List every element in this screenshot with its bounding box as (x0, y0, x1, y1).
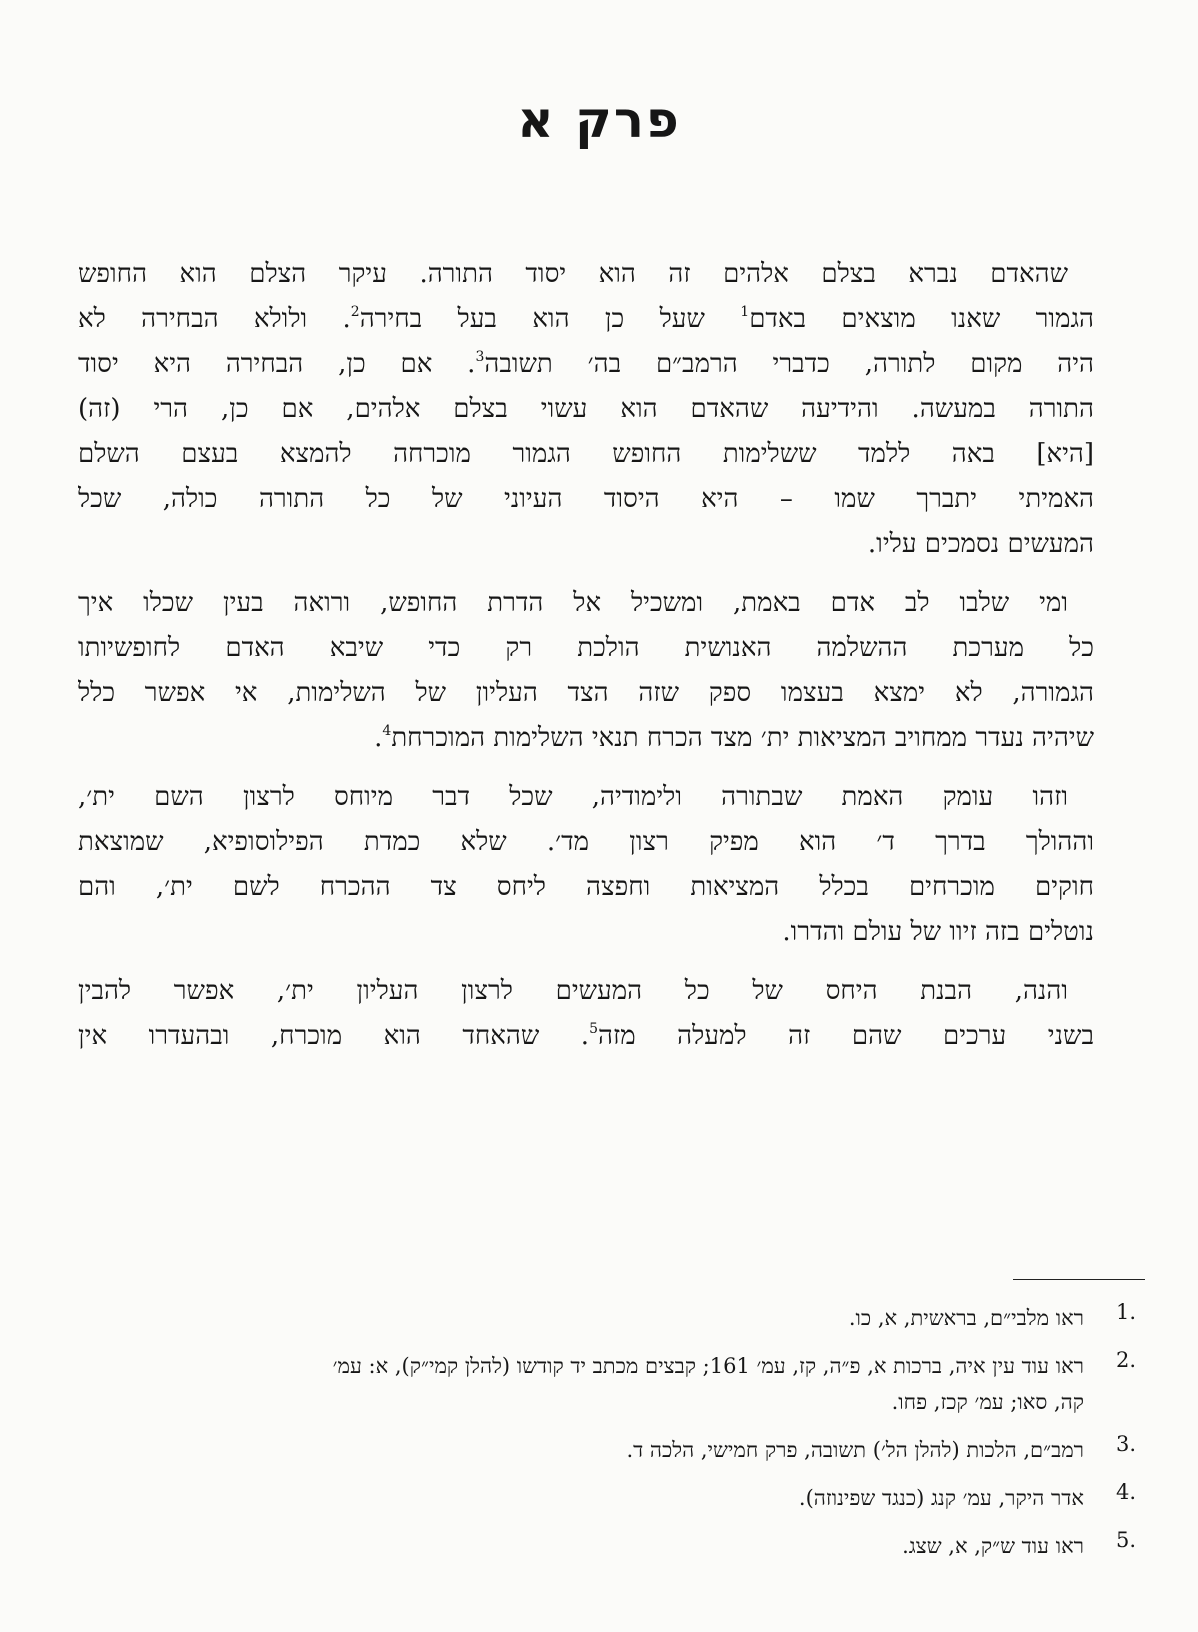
footnote-2 (70, 1348, 1152, 1420)
text-line: [היא] באה ללמד ששלימות החופש הגמור מוכרחה להמצא בעצם השלם (78, 439, 1094, 469)
footnote-text: ראו מלבי״ם, בראשית, א, כו. (848, 1306, 1084, 1330)
footnote-ref-1[interactable]: 1 (740, 304, 750, 320)
text-line: היה מקום לתורה, כדברי הרמב״ם בה׳ תשובה$^3$. אם כן, הבחירה היא יסוד (78, 349, 1094, 379)
footnote-number: 1. (1116, 1300, 1137, 1324)
footnote-3 (70, 1432, 1152, 1468)
footnote-text: ראו עוד ש״ק, א, שצג. (902, 1534, 1084, 1558)
footnote-number: 3. (1116, 1432, 1137, 1456)
text-line: והנה, הבנת היחס של כל המעשים לרצון העליון ית׳, אפשר להבין (78, 976, 1068, 1006)
text-line: בשני ערכים שהם זה למעלה מזה$^5$. שהאחד הוא מוכרח, ובהעדרו אין (78, 1021, 1094, 1051)
footnote-number: 2. (1116, 1348, 1137, 1372)
footnote-ref-4[interactable]: 4 (382, 723, 392, 739)
footnote-number: 5. (1116, 1528, 1137, 1552)
paragraph-4 (78, 969, 1094, 1059)
text-line: המעשים נסמכים עליו. (867, 529, 1094, 559)
text-line: נוטלים בזה זיוו של עולם והדרו. (782, 917, 1094, 947)
footnote-text: קה, סאו; עמ׳ קכז, פחו. (891, 1390, 1084, 1414)
text-line: שיהיה נעדר ממחויב המציאות ית׳ מצד הכרח תנאי השלימות המוכרחת$^4$. (374, 723, 1094, 753)
footnote-ref-2[interactable]: 2 (350, 304, 360, 320)
text-line: שהאדם נברא בצלם אלהים זה הוא יסוד התורה. עיקר הצלם הוא החופש (78, 259, 1068, 289)
footnote-ref-3[interactable]: 3 (475, 349, 485, 365)
text-line: וההולך בדרך ד׳ הוא מפיק רצון מד׳. שלא כמדת הפילוסופיא, שמוצאת (78, 827, 1094, 857)
text-line: האמיתי יתברך שמו – היא היסוד העיוני של כל התורה כולה, שכל (78, 484, 1094, 514)
text-line: התורה במעשה. והידיעה שהאדם הוא עשוי בצלם אלהים, אם כן, הרי (זה) (78, 394, 1094, 424)
chapter-title: פרק א (517, 91, 681, 149)
paragraph-3 (78, 775, 1094, 955)
paragraph-1 (78, 252, 1094, 567)
text-line: ומי שלבו לב אדם באמת, ומשכיל אל הדרת החופש, ורואה בעין שכלו איך (78, 588, 1068, 618)
footnote-number: 4. (1116, 1480, 1137, 1504)
text-line: הגמורה, לא ימצא בעצמו ספק שזה הצד העליון של השלימות, אי אפשר כלל (78, 678, 1094, 708)
paragraph-2 (78, 581, 1094, 761)
text-line: חוקים מוכרחים בכלל המציאות וחפצה ליחס צד ההכרח לשם ית׳, והם (78, 872, 1094, 902)
footnote-1 (70, 1300, 1152, 1336)
footnote-text: רמב״ם, הלכות (להלן הל׳) תשובה, פרק חמישי, הלכה ד. (626, 1438, 1084, 1462)
footnote-text: ראו עוד עין איה, ברכות א, פ״ה, קז, עמ׳ 161; קבצים מכתב יד קודשו (להלן קמי״ק), א: עמ׳ (332, 1354, 1084, 1378)
text-line: וזהו עומק האמת שבתורה ולימודיה, שכל דבר מיוחס לרצון השם ית׳, (78, 782, 1068, 812)
text-line: כל מערכת ההשלמה האנושית הולכת רק כדי שיבא האדם לחופשיותו (78, 633, 1094, 663)
footnote-text: אדר היקר, עמ׳ קנג (כנגד שפינוזה). (798, 1486, 1084, 1510)
footnote-4 (70, 1480, 1152, 1516)
footnote-divider (1013, 1279, 1145, 1280)
body-text (78, 252, 1094, 1073)
footnote-5 (70, 1528, 1152, 1564)
footnotes (70, 1300, 1152, 1576)
footnote-ref-5[interactable]: 5 (589, 1021, 598, 1037)
text-line: הגמור שאנו מוצאים באדם$^1$ שעל כן הוא בעל בחירה$^2$. ולולא הבחירה לא (78, 304, 1094, 334)
